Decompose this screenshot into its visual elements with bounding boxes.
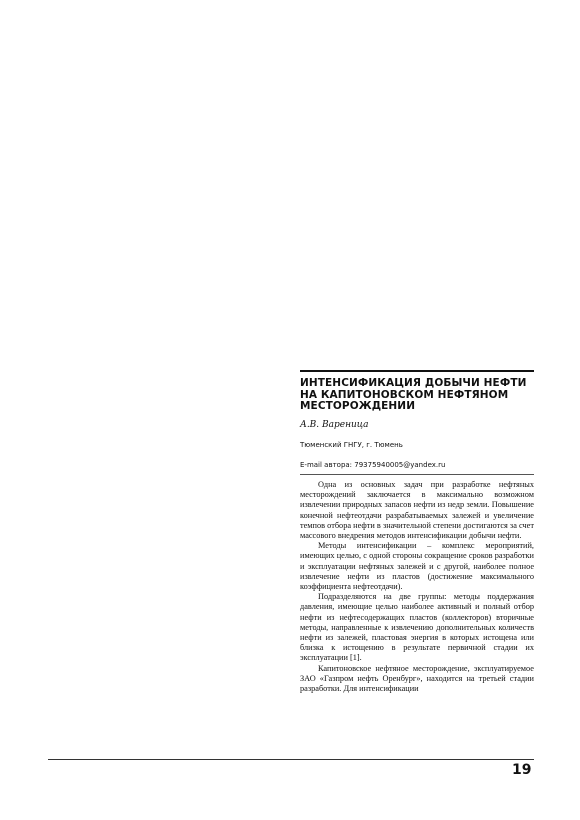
article-author: А.В. Вареница bbox=[300, 420, 369, 430]
body-paragraph: Методы интенсификации – комплекс мероприятий, имеющих целью, с одной стороны сокращение сроков разработки и эксплуатации нефтяных залежей и с другой, наиболее полное извлечение нефти из пластов (достижение максимального коэффициента нефтеотдачи). bbox=[300, 541, 534, 592]
author-affiliation: Тюменский ГНГУ, г. Тюмень bbox=[300, 441, 403, 449]
body-paragraph: Капитоновское нефтяное месторождение, эксплуатируемое ЗАО «Газпром нефть Оренбург», находится на третьей стадии разработки. Для интенсификации bbox=[300, 663, 534, 694]
author-email: E-mail автора: 79375940005@yandex.ru bbox=[300, 461, 446, 469]
page-number: 19 bbox=[512, 762, 532, 778]
footer-rule bbox=[48, 759, 534, 760]
body-paragraph: Подразделяются на две группы: методы поддержания давления, имеющие целью наиболее активный и полный отбор нефти из нефтесодержащих пластов (коллекторов) вторичные методы, направленные к извлечению дополнительных количеств нефти из залежей, пластовая энергия в которых истощена или близка к истощению в результате первичной стадии их эксплуатации [1]. bbox=[300, 592, 534, 663]
body-paragraph: Одна из основных задач при разработке нефтяных месторождений заключается в максимально возможном извлечении природных запасов нефти из недр земли. Повышение конечной нефтеотдачи разрабатываемых залежей и увеличение темпов отбора нефти в значительной степени достигаются за счет массового внедрения методов интенсификации добычи нефти. bbox=[300, 480, 534, 541]
title-top-rule bbox=[300, 370, 534, 372]
article-title: ИНТЕНСИФИКАЦИЯ ДОБЫЧИ НЕФТИ НА КАПИТОНОВСКОМ НЕФТЯНОМ МЕСТОРОЖДЕНИИ bbox=[300, 377, 527, 412]
header-divider bbox=[300, 474, 534, 475]
article-body bbox=[300, 480, 534, 694]
